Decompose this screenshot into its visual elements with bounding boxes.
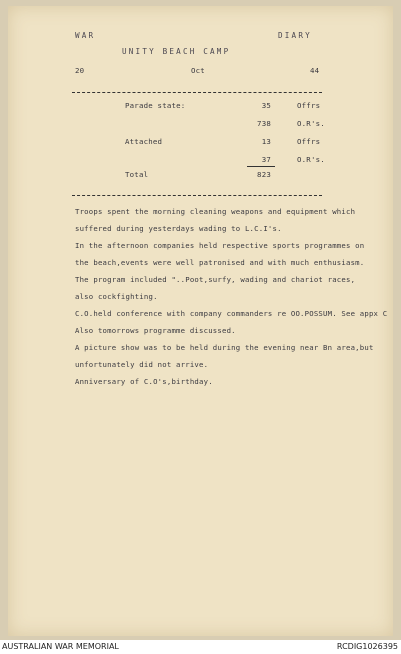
entry-line: The program included "..Poot,surfy, wading and chariot races, xyxy=(75,275,356,284)
entry-line: unfortunately did not arrive. xyxy=(75,360,209,369)
top-divider xyxy=(72,92,322,93)
footer-source: AUSTRALIAN WAR MEMORIAL xyxy=(2,642,119,651)
entry-line: A picture show was to be held during the evening near Bn area,but xyxy=(75,343,374,352)
parade-unit: O.R's. xyxy=(297,119,325,128)
entry-line: In the afternoon companies held respective sports programmes on xyxy=(75,241,365,250)
attached-label: Attached xyxy=(125,137,163,146)
entry-line: the beach,events were well patronised and with much enthusiasm. xyxy=(75,258,365,267)
header-month: Oct xyxy=(191,66,205,75)
parade-num: 37 xyxy=(261,155,271,164)
entry-line: suffered during yesterdays wading to L.C.I's. xyxy=(75,224,282,233)
parade-unit: O.R's. xyxy=(297,155,325,164)
parade-title: Parade state: xyxy=(125,101,186,110)
header-year: 44 xyxy=(310,66,320,75)
entry-line: also cockfighting. xyxy=(75,292,158,301)
footer-id: RCDIG1026395 xyxy=(336,642,398,651)
mid-divider xyxy=(72,195,322,196)
archive-footer xyxy=(0,640,401,654)
document-page xyxy=(8,6,393,636)
header-diary: DIARY xyxy=(278,31,312,40)
total-label: Total xyxy=(125,170,149,179)
parade-unit: Offrs xyxy=(297,101,321,110)
header-day: 20 xyxy=(75,66,85,75)
total-underline xyxy=(247,166,275,167)
entry-line: Anniversary of C.O's,birthday. xyxy=(75,377,213,386)
header-place: UNITY BEACH CAMP xyxy=(122,47,231,56)
parade-num: 13 xyxy=(261,137,271,146)
entry-line: Troops spent the morning cleaning weapons and equipment which xyxy=(75,207,356,216)
entry-line: C.O.held conference with company commanders re OO.POSSUM. See appx C xyxy=(75,309,388,318)
parade-unit: Offrs xyxy=(297,137,321,146)
entry-line: Also tomorrows programme discussed. xyxy=(75,326,236,335)
parade-total: 823 xyxy=(257,170,271,179)
parade-num: 35 xyxy=(261,101,271,110)
parade-num: 738 xyxy=(257,119,271,128)
header-war: WAR xyxy=(75,31,96,40)
